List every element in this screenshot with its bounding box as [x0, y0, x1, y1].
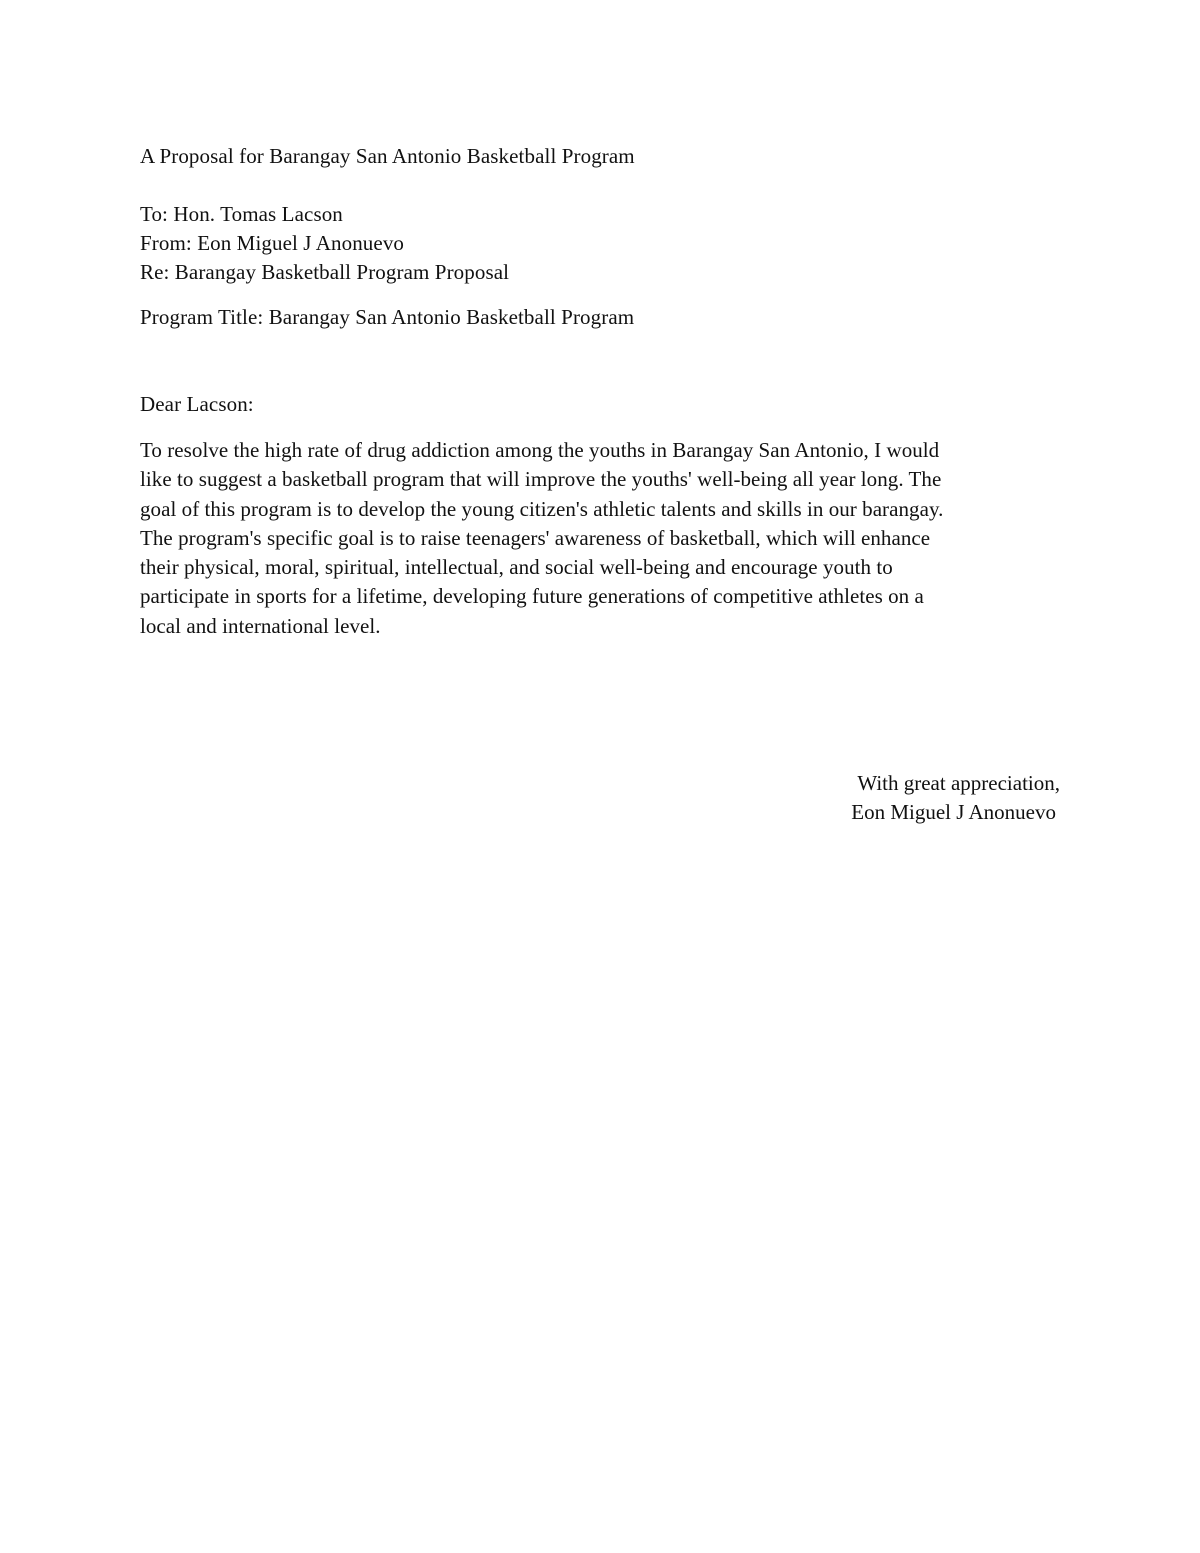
- body-line: The program's specific goal is to raise teenagers' awareness of basketball, which will enhance: [140, 525, 931, 550]
- memo-from-line: From: Eon Miguel J Anonuevo: [140, 231, 405, 255]
- body-paragraph: [140, 436, 1055, 641]
- memo-to-line: To: Hon. Tomas Lacson: [140, 202, 343, 226]
- body-line: local and international level.: [140, 613, 381, 638]
- salutation: Dear Lacson:: [140, 392, 254, 416]
- memo-re-line: Re: Barangay Basketball Program Proposal: [140, 260, 510, 284]
- body-line: participate in sports for a lifetime, developing future generations of competitive athletes on a: [140, 584, 924, 609]
- closing-block: [851, 769, 1060, 827]
- program-title-line: Program Title: Barangay San Antonio Basketball Program: [140, 305, 635, 329]
- document-title: A Proposal for Barangay San Antonio Basketball Program: [140, 144, 635, 168]
- body-line: their physical, moral, spiritual, intellectual, and social well-being and encourage youth to: [140, 555, 893, 580]
- closing-phrase: With great appreciation,: [857, 771, 1060, 795]
- body-line: goal of this program is to develop the young citizen's athletic talents and skills in our barangay.: [140, 496, 944, 521]
- body-line: like to suggest a basketball program that will improve the youths' well-being all year long. The: [140, 467, 942, 492]
- body-line: To resolve the high rate of drug addiction among the youths in Barangay San Antonio, I would: [140, 438, 940, 462]
- signature-name: Eon Miguel J Anonuevo: [851, 800, 1056, 824]
